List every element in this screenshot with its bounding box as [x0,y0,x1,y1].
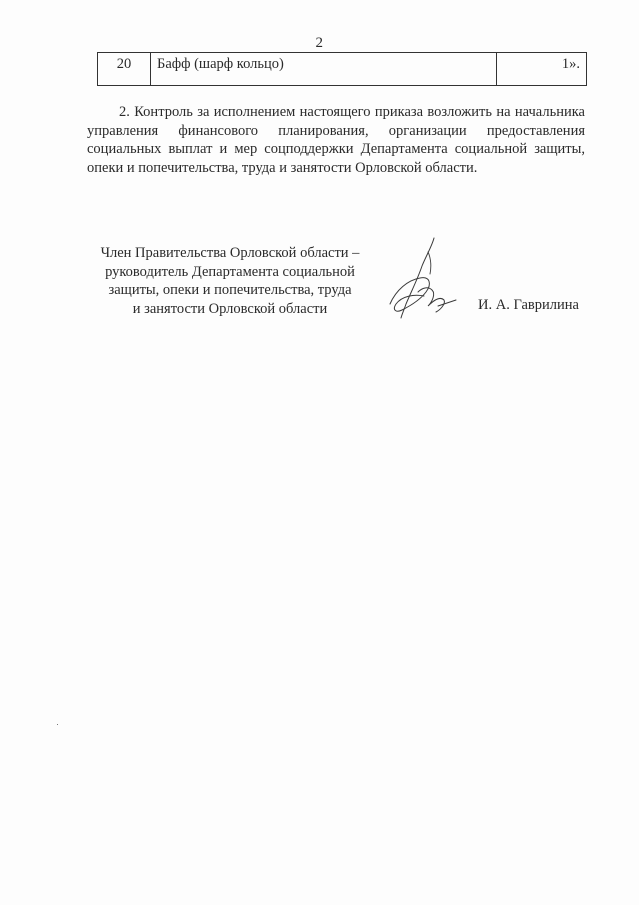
signer-position-line: Член Правительства Орловской области – [100,245,360,261]
signer-position [80,244,380,318]
row-quantity-cell: 1». [497,53,587,86]
page-number: 2 [315,35,324,51]
table-row [98,53,587,86]
items-table [97,52,587,86]
signer-position-line: руководитель Департамента социальной [105,263,355,280]
signer-position-line: защиты, опеки и попечительства, труда [108,282,352,298]
row-name-cell: Бафф (шарф кольцо) [151,53,497,86]
signer-position-line: и занятости Орловской области [132,300,328,317]
control-paragraph: 2. Контроль за исполнением настоящего приказа возложить на начальника управления финансового планирования, организации предоставления социальных выплат и мер соцподдержки Департамента социальной защиты, опеки и попечительства, труда и занятости Орловской области. [87,104,585,176]
scan-speck [57,724,58,725]
row-number-cell: 20 [98,53,151,86]
handwritten-signature [382,234,462,324]
signer-name: И. А. Гаврилина [478,297,579,313]
